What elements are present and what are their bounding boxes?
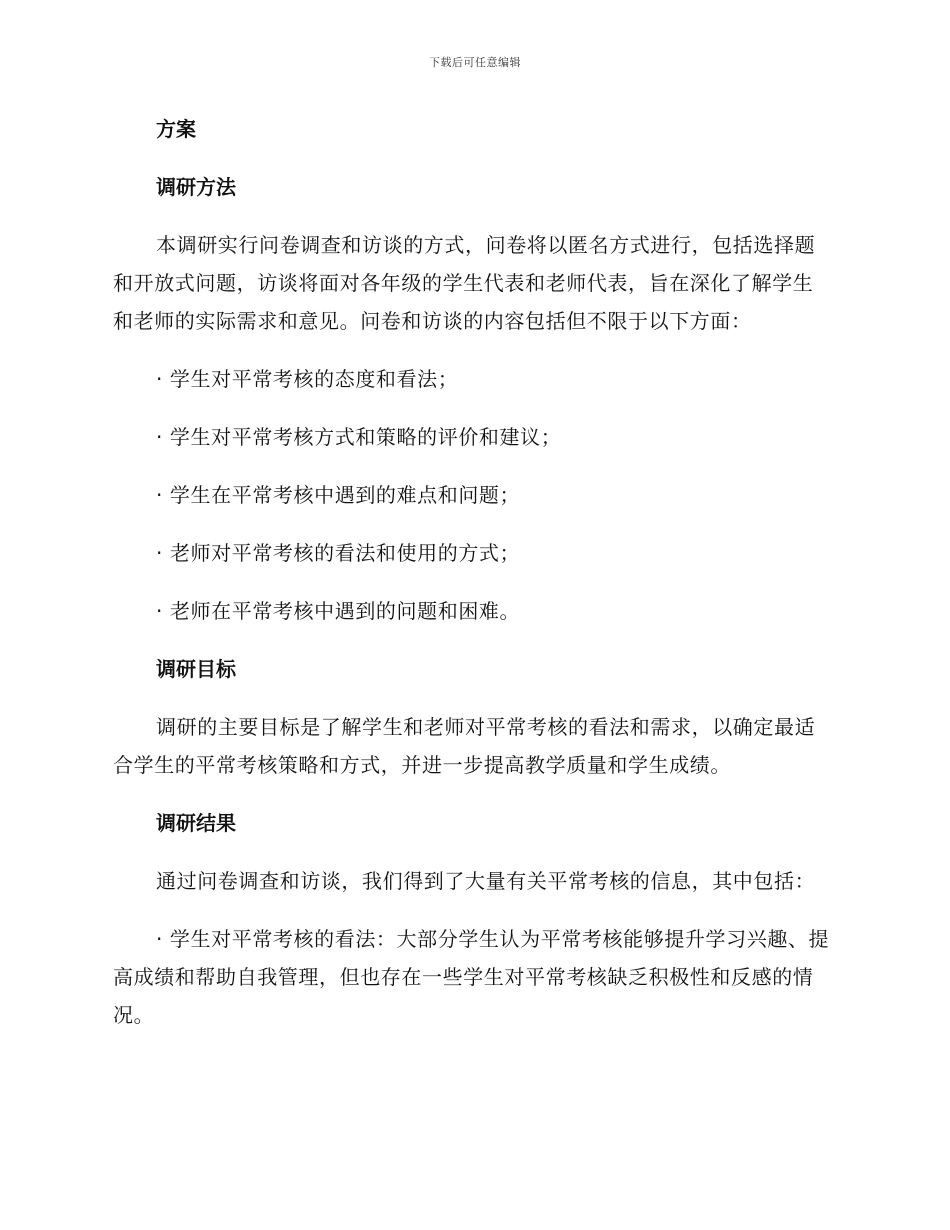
list-item: · 老师在平常考核中遇到的问题和困难。 [156,599,521,623]
list-item: · 老师对平常考核的看法和使用的方式； [156,541,521,565]
heading-result: 调研结果 [156,811,236,835]
page-header-note: 下载后可任意编辑 [429,56,521,69]
heading-goal: 调研目标 [156,657,236,681]
heading-plan: 方案 [156,117,196,141]
document-body [113,110,831,1054]
method-list [113,360,831,630]
result-paragraph: 通过问卷调查和访谈，我们得到了大量有关平常考核的信息，其中包括： [156,869,816,893]
list-item: · 学生对平常考核的态度和看法； [156,367,459,391]
method-paragraph: 本调研实行问卷调查和访谈的方式，问卷将以匿名方式进行，包括选择题和开放式问题，访谈将面对各年级的学生代表和老师代表，旨在深化了解学生和老师的实际需求和意见。问卷和访谈的内容包括但不限于以下方面： [113,233,816,333]
list-item: · 学生在平常考核中遇到的难点和问题； [156,483,521,507]
goal-paragraph: 调研的主要目标是了解学生和老师对平常考核的看法和需求，以确定最适合学生的平常考核策略和方式，并进一步提高教学质量和学生成绩。 [113,715,816,777]
heading-method: 调研方法 [156,175,236,199]
result-item-paragraph: · 学生对平常考核的看法：大部分学生认为平常考核能够提升学习兴趣、提高成绩和帮助自我管理，但也存在一些学生对平常考核缺乏积极性和反感的情况。 [113,927,830,1027]
list-item: · 学生对平常考核方式和策略的评价和建议； [156,425,562,449]
